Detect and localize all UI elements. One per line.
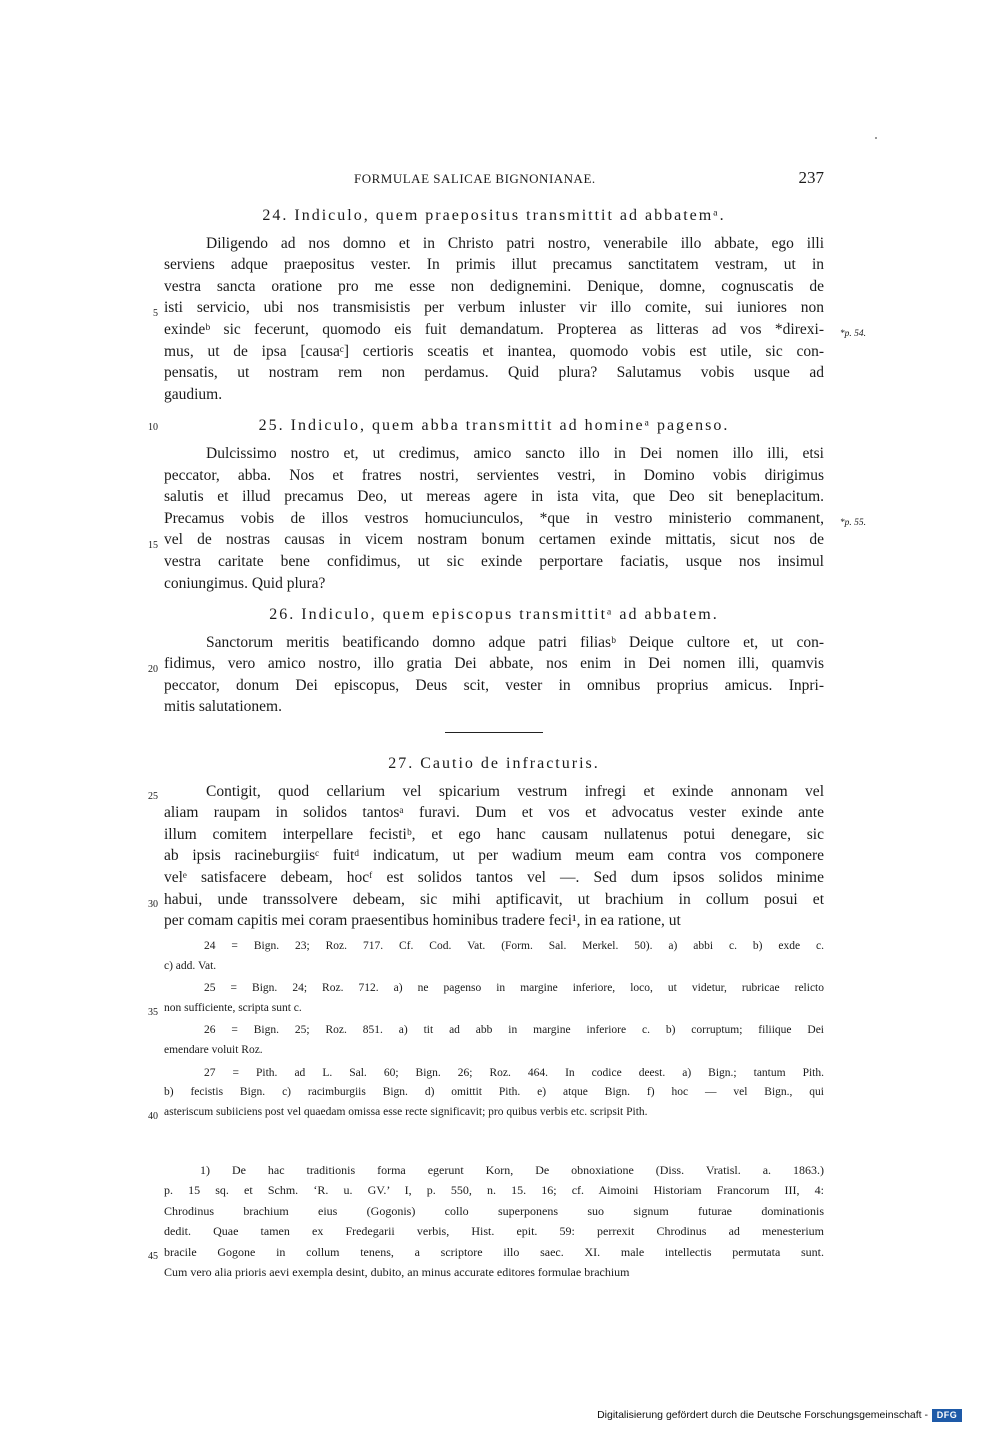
formula-section: [148, 415, 866, 594]
text-line: peccator, donum Dei episcopus, Deus scit, vester in omnibus proprius amicus. Inpri-: [164, 676, 824, 694]
text-line: salutis et illud precamus Deo, ut mereas agere in ista vita, que Deo sit beneplacitum.: [164, 488, 824, 506]
section-divider: [445, 732, 543, 733]
line-number: 10: [148, 422, 158, 434]
line-number: 5: [153, 307, 158, 319]
footnote-line: Chrodinus brachium eius (Gogonis) collo superponens suo signum futurae dominationis: [164, 1203, 824, 1218]
text-line: mus, ut de ipsa [causaᶜ] certioris sceatis et inantea, quomodo vobis est utile, sic con-: [164, 342, 824, 360]
text-line: aliam raupam in solidos tantosᵃ furavi. Dum et vos et advocatus vester exinde ante: [164, 804, 824, 822]
formula-section: [148, 604, 824, 718]
note-line: c) add. Vat.: [164, 959, 217, 972]
footnote-line: Cum vero alia prioris aevi exempla desint, dubito, an minus accurate editores formulae brachium: [164, 1265, 630, 1280]
note-line: non sufficiente, scripta sunt c.: [164, 1001, 302, 1014]
text-line: Dulcissimo nostro et, ut credimus, amico sancto illo in Dei nomen illo illi, etsi: [206, 444, 824, 462]
text-line: fidimus, vero amico nostro, illo gratia Dei abbate, nos enim in Dei nomen illi, quamvis: [164, 655, 824, 673]
note-line: 26 = Bign. 25; Roz. 851. a) tit ad abb in margine inferiore c. b) corruptum; filiique Dei: [204, 1024, 824, 1037]
formula-title: 26. Indiculo, quem episcopus transmittitᵃ ad abbatem.: [269, 606, 719, 624]
text-line: vestra sancta oratione pro me esse non dedignemini. Denique, domne, cognuscatis de: [164, 277, 824, 295]
text-line: vestra caritate bene confidimus, ut sic exinde perportare faciatis, usque nos insimul: [164, 552, 824, 570]
text-line: Sanctorum meritis beatificando domno adque patri filiasᵇ Deique cultore et, ut con-: [206, 633, 824, 651]
line-number: 40: [148, 1110, 158, 1122]
line-number: 20: [148, 663, 158, 675]
formula-text: [164, 443, 824, 594]
credit-text: Digitalisierung gefördert durch die Deutsche Forschungsgemeinschaft -: [597, 1409, 928, 1421]
note-line: 27 = Pith. ad L. Sal. 60; Bign. 26; Roz. 464. In codice deest. a) Bign.; tantum Pith.: [204, 1066, 824, 1079]
text-line: vel de nostras causas in vicem nostram bonum certamen exinde mittatis, sicut nos de: [164, 531, 824, 549]
text-line: exindeᵇ sic fecerunt, quomodo eis fuit demandatum. Propterea as litteras ad vos *direxi-: [164, 320, 824, 338]
text-line: habui, unde transsolvere debeam, sic mihi aptificavit, ut brachium in collum posui et: [164, 890, 824, 908]
note-line: b) fecistis Bign. c) racimburgiis Bign. d) omittit Pith. e) atque Bign. f) hoc — vel Bign., qui: [164, 1086, 824, 1099]
formula-title: 27. Cautio de infracturis.: [388, 755, 600, 773]
note-line: 25 = Bign. 24; Roz. 712. a) ne pagenso in margine inferiore, loco, ut videtur, rubricae relicto: [204, 982, 824, 995]
apparatus-note: [164, 1021, 824, 1060]
line-number: 35: [148, 1006, 158, 1018]
margin-page-ref: *p. 55.: [839, 518, 866, 529]
formula-section: [148, 753, 824, 932]
line-number: 15: [148, 539, 158, 551]
main-text: [148, 205, 866, 942]
text-line: velᵉ satisfacere debeam, hocᶠ est solidos tantos vel —. Sed dum ipsos solidos minime: [164, 869, 824, 887]
text-line: peccator, abba. Nos et fratres nostri, servientes vestri, in Domino vobis dirigimus: [164, 466, 824, 484]
text-line: illum comitem interpellare fecistiᵇ, et ego hanc causam nullatenus potui denegare, sic: [164, 825, 824, 843]
text-line: serviens adque praepositus vester. In primis illut precamus sanctitatem vestram, ut in: [164, 256, 824, 274]
footnote-line: 1) De hac traditionis forma egerunt Korn, De obnoxiatione (Diss. Vratisl. a. 1863.): [200, 1163, 824, 1177]
critical-apparatus: [148, 937, 824, 1125]
text-line: mitis salutationem.: [164, 698, 282, 716]
note-line: 24 = Bign. 23; Roz. 717. Cf. Cod. Vat. (Form. Sal. Merkel. 50). a) abbi c. b) exde c.: [204, 940, 824, 952]
scan-speck: [875, 137, 877, 139]
page-header: [164, 168, 824, 193]
note-line: emendare voluit Roz.: [164, 1043, 263, 1056]
formula-text: [164, 781, 824, 932]
formula-text: [164, 233, 824, 406]
text-line: pensatis, ut nostram rem non perdamus. Quid plura? Salutamus vobis usque ad: [164, 364, 824, 382]
footnote-line: p. 15 sq. et Schm. ‘R. u. GV.’ I, p. 550, n. 15. 16; cf. Aimoini Historiam Francorum III, 4:: [164, 1183, 824, 1198]
text-line: isti servicio, ubi nos transmisistis per verbum inluster vir illo comite, sui iuniores non: [164, 299, 824, 317]
digitization-credit: [597, 1408, 962, 1422]
text-line: Diligendo ad nos domno et in Christo patri nostro, venerabile illo abbate, ego illi: [206, 234, 824, 252]
footnote-line: dedit. Quae tamen ex Fredegarii verbis, Hist. epit. 59: perrexit Chrodinus ad menesterium: [164, 1224, 824, 1239]
footnote: [148, 1160, 824, 1282]
footnote-line: bracile Gogone in collum tenens, a scriptore illo saec. XI. male intellectis permutata sunt.: [164, 1244, 824, 1259]
formula-text: [164, 632, 824, 718]
text-line: per comam capitis mei coram praesentibus hominibus tradere feci¹, in ea ratione, ut: [164, 912, 681, 930]
running-title: FORMULAE SALICAE BIGNONIANAE.: [354, 171, 596, 186]
margin-page-ref: *p. 54.: [839, 329, 866, 340]
line-number: 25: [148, 791, 158, 803]
text-line: Contigit, quod cellarium vel spicarium vestrum infregi et exinde annonam vel: [206, 782, 824, 800]
line-number: 30: [148, 899, 158, 911]
apparatus-note: [148, 1064, 824, 1123]
formula-section: [153, 205, 866, 405]
dfg-logo: DFG: [932, 1409, 962, 1422]
formula-title: 25. Indiculo, quem abba transmittit ad homineᵃ pagenso.: [258, 417, 730, 435]
apparatus-note: [148, 979, 824, 1018]
line-number: 45: [148, 1250, 158, 1262]
text-line: coniungimus. Quid plura?: [164, 574, 326, 592]
page-number: 237: [798, 168, 824, 187]
formula-title: 24. Indiculo, quem praepositus transmittit ad abbatemᵃ.: [262, 207, 726, 224]
text-line: gaudium.: [164, 385, 223, 403]
apparatus-note: [164, 937, 824, 976]
text-line: ab ipsis racineburgiisᶜ fuitᵈ indicatum, ut per wadium meum eam contra vos componere: [164, 847, 824, 865]
note-line: asteriscum subiiciens post vel quaedam omissa esse recte significavit; pro quibus verbis etc. scripsit Pith.: [164, 1105, 648, 1118]
text-line: Precamus vobis de illos vestros homuciunculos, *que in vestro ministerio commanent,: [164, 509, 824, 527]
